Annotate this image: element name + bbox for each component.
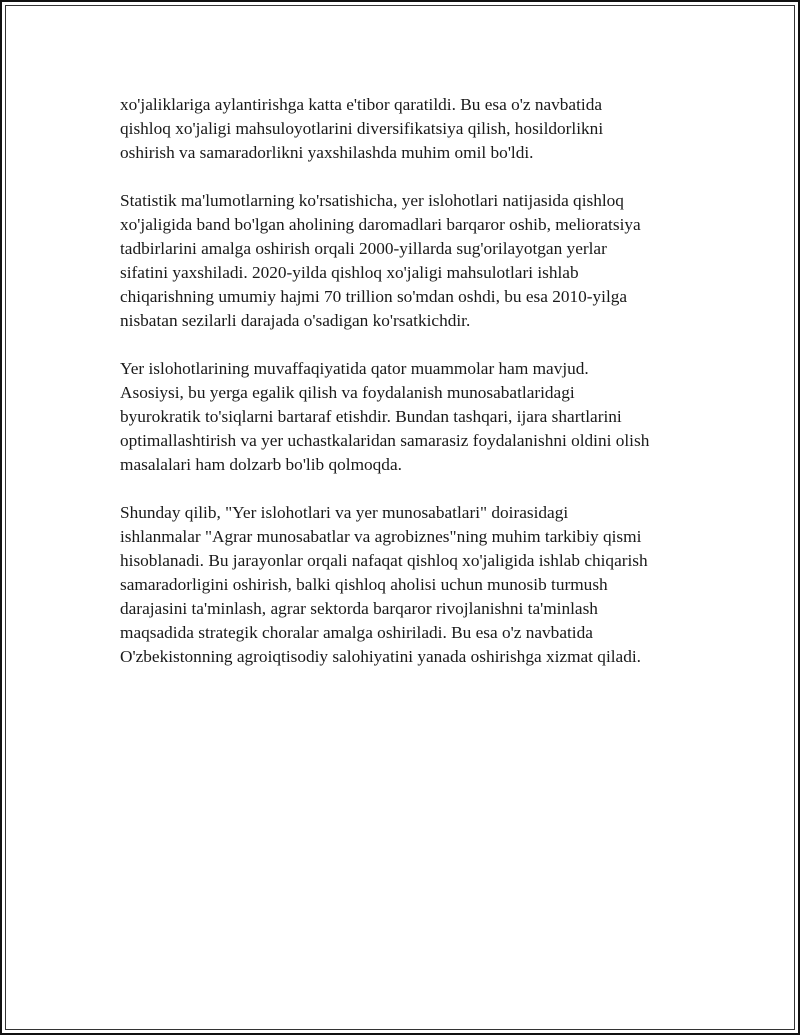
paragraph	[120, 357, 700, 477]
text-line: maqsadida strategik choralar amalga oshiriladi. Bu esa o'z navbatida	[120, 623, 593, 642]
paragraph	[120, 189, 700, 333]
text-line: byurokratik to'siqlarni bartaraf etishdir. Bundan tashqari, ijara shartlarini	[120, 407, 622, 426]
text-line: O'zbekistonning agroiqtisodiy salohiyatini yanada oshirishga xizmat qiladi.	[120, 647, 641, 666]
text-line: masalalari ham dolzarb bo'lib qolmoqda.	[120, 455, 402, 474]
text-line: Asosiysi, bu yerga egalik qilish va foydalanish munosabatlaridagi	[120, 383, 575, 402]
text-line: qishloq xo'jaligi mahsuloyotlarini diversifikatsiya qilish, hosildorlikni	[120, 119, 604, 138]
text-line: oshirish va samaradorlikni yaxshilashda muhim omil bo'ldi.	[120, 143, 534, 162]
text-line: ishlanmalar "Agrar munosabatlar va agrobiznes"ning muhim tarkibiy qismi	[120, 527, 642, 546]
text-line: xo'jaliklariga aylantirishga katta e'tibor qaratildi. Bu esa o'z navbatida	[120, 95, 603, 114]
paragraph	[120, 93, 700, 165]
text-line: Shunday qilib, "Yer islohotlari va yer munosabatlari" doirasidagi	[120, 503, 569, 522]
text-line: optimallashtirish va yer uchastkalaridan samarasiz foydalanishni oldini olish	[120, 431, 650, 450]
text-line: nisbatan sezilarli darajada o'sadigan ko'rsatkichdir.	[120, 311, 471, 330]
text-line: chiqarishning umumiy hajmi 70 trillion so'mdan oshdi, bu esa 2010-yilga	[120, 287, 628, 306]
text-line: Statistik ma'lumotlarning ko'rsatishicha, yer islohotlari natijasida qishloq	[120, 191, 624, 210]
text-line: hisoblanadi. Bu jarayonlar orqali nafaqat qishloq xo'jaligida ishlab chiqarish	[120, 551, 648, 570]
text-line: Yer islohotlarining muvaffaqiyatida qator muammolar ham mavjud.	[120, 359, 589, 378]
text-line: darajasini ta'minlash, agrar sektorda barqaror rivojlanishni ta'minlash	[120, 599, 598, 618]
paragraph	[120, 501, 700, 669]
text-line: samaradorligini oshirish, balki qishloq aholisi uchun munosib turmush	[120, 575, 608, 594]
text-line: xo'jaligida band bo'lgan aholining daromadlari barqaror oshib, melioratsiya	[120, 215, 641, 234]
text-line: sifatini yaxshiladi. 2020-yilda qishloq xo'jaligi mahsulotlari ishlab	[120, 263, 579, 282]
text-line: tadbirlarini amalga oshirish orqali 2000-yillarda sug'orilayotgan yerlar	[120, 239, 607, 258]
document-body	[120, 93, 700, 693]
